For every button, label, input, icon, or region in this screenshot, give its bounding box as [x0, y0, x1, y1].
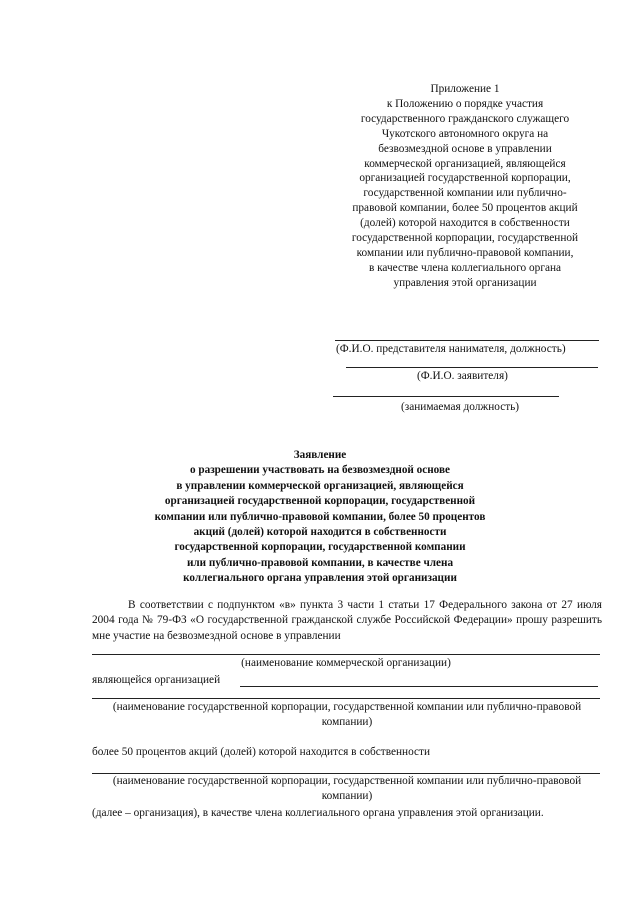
position-caption: (занимаемая должность): [401, 401, 520, 413]
title-line: в управлении коммерческой организацией, являющейся: [176, 479, 464, 492]
document-title: [120, 448, 520, 587]
appendix-line: организацией государственной корпорации,: [359, 172, 571, 185]
appendix-line: правовой компании, более 50 процентов акций: [352, 202, 578, 215]
applicant-blank-line[interactable]: [346, 367, 598, 368]
intro-paragraph: В соответствии с подпунктом «в» пункта 3 части 1 статьи 17 Федерального закона от 27 июля 2004 года № 79-ФЗ «О государственной гражданской службе Российской Федерации» прошу разрешить мне участие на безвозмездной основе в управлении: [92, 599, 602, 642]
title-line: акций (долей) которой находится в собственности: [193, 526, 447, 539]
appendix-line: Чукотского автономного округа на: [381, 127, 549, 140]
corp-caption-2: (наименование государственной корпорации, государственной компании или публично-правовой компании): [112, 775, 582, 803]
corp-blank-line-1[interactable]: [92, 698, 600, 699]
position-blank-line[interactable]: [333, 396, 559, 397]
employer-blank-line[interactable]: [335, 340, 599, 341]
appendix-line: безвозмездной основе в управлении: [378, 142, 552, 155]
appendix-line: государственного гражданского служащего: [360, 112, 570, 125]
shares-text: более 50 процентов акций (долей) которой находится в собственности: [92, 746, 430, 758]
title-line: Заявление: [293, 449, 347, 461]
appendix-line: государственной компании или публично-: [363, 187, 567, 200]
appendix-line: компании или публично-правовой компании,: [356, 246, 574, 259]
title-line: или публично-правовой компании, в качестве члена: [186, 556, 454, 569]
title-line: компании или публично-правовой компании, более 50 процентов: [154, 510, 486, 523]
title-line: организацией государственной корпорации, государственной: [164, 495, 476, 508]
corp-caption-1: (наименование государственной корпорации, государственной компании или публично-правовой компании): [112, 701, 582, 729]
title-line: государственной корпорации, государственной компании: [174, 541, 466, 554]
being-org-label: являющейся организацией: [92, 674, 221, 686]
being-org-blank-line[interactable]: [240, 686, 598, 687]
appendix-line: (долей) которой находится в собственности: [360, 217, 570, 230]
employer-caption: (Ф.И.О. представителя нанимателя, должность): [336, 343, 566, 355]
appendix-line: управления этой организации: [393, 276, 537, 289]
commercial-org-caption: (наименование коммерческой организации): [241, 657, 451, 669]
appendix-block: [330, 82, 600, 291]
title-line: о разрешении участвовать на безвозмездной основе: [189, 464, 450, 477]
applicant-caption: (Ф.И.О. заявителя): [417, 370, 508, 382]
appendix-line: государственной корпорации, государственной: [351, 232, 579, 245]
appendix-line: в качестве члена коллегиального органа: [368, 261, 562, 274]
commercial-org-blank-line[interactable]: [92, 654, 600, 655]
closing-paragraph: (далее – организация), в качестве члена коллегиального органа управления этой организации.: [92, 807, 544, 819]
appendix-line: Приложение 1: [430, 83, 500, 95]
title-line: коллегиального органа управления этой организации: [183, 572, 457, 585]
appendix-line: коммерческой организацией, являющейся: [364, 157, 566, 170]
appendix-line: к Положению о порядке участия: [386, 97, 544, 110]
